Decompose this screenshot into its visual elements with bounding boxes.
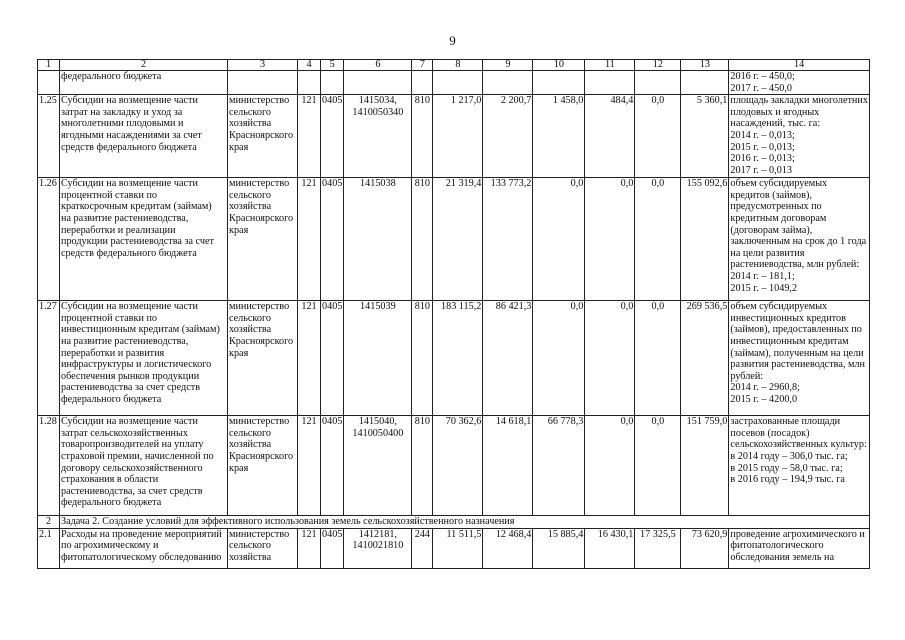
column-number: 10 bbox=[533, 60, 585, 71]
csr-code bbox=[344, 178, 412, 301]
result-line: 2014 г. – 2960,8; bbox=[730, 382, 800, 394]
row-number: 2.1 bbox=[38, 528, 60, 568]
value-2018: 0,0 bbox=[635, 416, 681, 516]
csr-code bbox=[344, 301, 412, 416]
executor bbox=[228, 416, 298, 516]
name-line: Субсидии на возмещение части bbox=[61, 301, 198, 313]
name-line: многолетними плодовыми и bbox=[61, 118, 184, 130]
expected-result bbox=[729, 178, 870, 301]
value-2018: 0,0 bbox=[635, 301, 681, 416]
result-line: проведение агрохимического и bbox=[730, 528, 865, 540]
executor-line: Красноярского bbox=[229, 450, 294, 462]
executor bbox=[228, 301, 298, 416]
result-line: 2015 г. – 1049,2 bbox=[730, 282, 798, 294]
column-number: 13 bbox=[681, 60, 729, 71]
result-line: заключенным на срок до 1 года bbox=[730, 236, 867, 248]
name-line: договору сельскохозяйственного bbox=[61, 462, 203, 474]
executor bbox=[228, 178, 298, 301]
name-line: переработки и реализации bbox=[61, 224, 176, 236]
name-line: инфраструктуры и логистического bbox=[61, 359, 212, 371]
executor-line: министерство bbox=[229, 301, 290, 313]
executor-line: хозяйства bbox=[229, 201, 272, 213]
value-2018: 0,0 bbox=[635, 178, 681, 301]
value-2017: 0,0 bbox=[585, 301, 635, 416]
value-total: 155 092,6 bbox=[681, 178, 729, 301]
continuation-row bbox=[38, 71, 870, 95]
vr-code: 810 bbox=[412, 416, 433, 516]
csr-code bbox=[344, 95, 412, 178]
name-line: федерального бюджета bbox=[61, 71, 162, 82]
value-2017: 16 430,1 bbox=[585, 528, 635, 568]
executor-line: хозяйства bbox=[229, 324, 272, 336]
column-number: 12 bbox=[635, 60, 681, 71]
value-2017: 0,0 bbox=[585, 416, 635, 516]
rzpr-code: 0405 bbox=[321, 95, 344, 178]
result-line: насаждений, тыс. га: bbox=[730, 118, 821, 130]
value-2014: 11 511,5 bbox=[433, 528, 483, 568]
result-line: в 2016 году – 194,9 тыс. га bbox=[730, 474, 845, 486]
expected-result bbox=[729, 301, 870, 416]
csr-line: 1415039 bbox=[360, 301, 396, 313]
executor-line: хозяйства bbox=[229, 439, 272, 451]
value-2014: 183 115,2 bbox=[433, 301, 483, 416]
name-line: федерального бюджета bbox=[61, 393, 162, 405]
value-2014: 70 362,6 bbox=[433, 416, 483, 516]
grbs-code: 121 bbox=[298, 301, 321, 416]
name-line: на развитие растениеводства, bbox=[61, 335, 189, 347]
column-number: 1 bbox=[38, 60, 60, 71]
result-line: рублей: bbox=[730, 370, 764, 382]
value-2015: 2 200,7 bbox=[483, 95, 533, 178]
value-2015: 14 618,1 bbox=[483, 416, 533, 516]
executor-line: края bbox=[229, 462, 249, 474]
result-line: в 2014 году – 306,0 тыс. га; bbox=[730, 450, 848, 462]
name-line: средств федерального бюджета bbox=[61, 247, 197, 259]
csr-line: 1410050400 bbox=[352, 427, 404, 439]
executor-line: министерство bbox=[229, 416, 290, 428]
name-line: Субсидии на возмещение части bbox=[61, 178, 198, 190]
name-line: затрат сельскохозяйственных bbox=[61, 427, 188, 439]
task-row bbox=[38, 516, 870, 529]
rzpr-code: 0405 bbox=[321, 178, 344, 301]
executor-line: края bbox=[229, 141, 249, 153]
name-line: инвестиционным кредитам (займам) bbox=[61, 324, 220, 336]
result-line: 2017 г. – 0,013 bbox=[730, 164, 792, 176]
value-2017: 0,0 bbox=[585, 178, 635, 301]
name-line: Субсидии на возмещение части bbox=[61, 95, 198, 107]
row-number: 1.25 bbox=[38, 95, 60, 178]
name-line: переработки и развития bbox=[61, 347, 165, 359]
csr-line: 1415040, bbox=[358, 416, 397, 428]
expected-result bbox=[729, 528, 870, 568]
executor-line: сельского bbox=[229, 106, 271, 118]
measure-name bbox=[60, 416, 228, 516]
name-line: растениеводства за счет средств bbox=[61, 382, 201, 394]
value-2014: 1 217,0 bbox=[433, 95, 483, 178]
name-line: процентной ставки по bbox=[61, 312, 157, 324]
value-2016: 15 885,4 bbox=[533, 528, 585, 568]
executor-line: министерство bbox=[229, 528, 290, 540]
executor bbox=[228, 528, 298, 568]
executor-line: Красноярского bbox=[229, 129, 294, 141]
result-line: 2016 г. – 0,013; bbox=[730, 153, 795, 165]
result-line: 2015 г. – 4200,0 bbox=[730, 393, 798, 405]
measure-name bbox=[60, 178, 228, 301]
table-row bbox=[38, 416, 870, 516]
result-line: застрахованные площади bbox=[730, 416, 841, 428]
csr-line: 1415034, bbox=[358, 95, 397, 107]
result-line: инвестиционным кредитам bbox=[730, 335, 849, 347]
vr-code: 810 bbox=[412, 95, 433, 178]
result-line: обследования земель на bbox=[730, 551, 835, 563]
column-number: 2 bbox=[60, 60, 228, 71]
result-line: на цели развития bbox=[730, 247, 805, 259]
name-line: средств федерального бюджета bbox=[61, 141, 197, 153]
name-line: страховой премии, начисленной по bbox=[61, 450, 214, 462]
result-line: фитопатологического bbox=[730, 540, 824, 552]
grbs-code: 121 bbox=[298, 528, 321, 568]
cont-result bbox=[729, 71, 870, 95]
result-line: кредитов (займов), bbox=[730, 189, 812, 201]
name-line: процентной ставки по bbox=[61, 189, 157, 201]
executor-line: Красноярского bbox=[229, 212, 294, 224]
executor-line: края bbox=[229, 224, 249, 236]
value-2018: 0,0 bbox=[635, 95, 681, 178]
executor-line: Красноярского bbox=[229, 335, 294, 347]
value-2017: 484,4 bbox=[585, 95, 635, 178]
value-2015: 86 421,3 bbox=[483, 301, 533, 416]
row-number: 1.28 bbox=[38, 416, 60, 516]
column-number: 9 bbox=[483, 60, 533, 71]
name-line: затрат на закладку и уход за bbox=[61, 106, 183, 118]
csr-line: 1410021810 bbox=[352, 540, 404, 552]
result-line: плодовых и ягодных bbox=[730, 106, 820, 118]
csr-line: 1415038 bbox=[360, 178, 396, 190]
value-total: 269 536,5 bbox=[681, 301, 729, 416]
result-line: 2014 г. – 181,1; bbox=[730, 270, 795, 282]
header-row bbox=[38, 60, 870, 71]
row-number: 1.27 bbox=[38, 301, 60, 416]
name-line: Субсидии на возмещение части bbox=[61, 416, 198, 428]
result-line: 2016 г. – 450,0; bbox=[730, 71, 795, 82]
page-number: 9 bbox=[449, 33, 456, 48]
executor-line: сельского bbox=[229, 540, 271, 552]
column-number: 3 bbox=[228, 60, 298, 71]
expected-result bbox=[729, 416, 870, 516]
csr-code bbox=[344, 528, 412, 568]
result-line: растениеводства, млн рублей: bbox=[730, 259, 860, 271]
measure-name bbox=[60, 95, 228, 178]
rzpr-code: 0405 bbox=[321, 528, 344, 568]
column-number: 8 bbox=[433, 60, 483, 71]
table-row bbox=[38, 95, 870, 178]
name-line: по агрохимическому и bbox=[61, 540, 159, 552]
executor bbox=[228, 95, 298, 178]
column-number: 7 bbox=[412, 60, 433, 71]
task-number: 2 bbox=[38, 516, 60, 529]
table-row bbox=[38, 178, 870, 301]
executor-line: сельского bbox=[229, 427, 271, 439]
result-line: посевов (посадок) bbox=[730, 427, 810, 439]
column-number: 11 bbox=[585, 60, 635, 71]
name-line: обеспечения рынков продукции bbox=[61, 370, 200, 382]
value-2016: 66 778,3 bbox=[533, 416, 585, 516]
name-line: федерального бюджета bbox=[61, 497, 162, 509]
vr-code: 810 bbox=[412, 301, 433, 416]
result-line: развития растениеводства, млн bbox=[730, 359, 865, 371]
name-line: страхования в области bbox=[61, 474, 159, 486]
name-line: продукции растениеводства за счет bbox=[61, 236, 214, 248]
name-line: ягодными насаждениями за счет bbox=[61, 129, 202, 141]
task-title: Задача 2. Создание условий для эффективного использования земель сельскохозяйственного назначения bbox=[60, 516, 870, 529]
result-line: объем субсидируемых bbox=[730, 178, 828, 190]
vr-code: 244 bbox=[412, 528, 433, 568]
value-total: 151 759,0 bbox=[681, 416, 729, 516]
column-number: 6 bbox=[344, 60, 412, 71]
measure-name bbox=[60, 301, 228, 416]
result-line: (договорам займа), bbox=[730, 224, 813, 236]
measure-name bbox=[60, 528, 228, 568]
table-row bbox=[38, 528, 870, 568]
result-line: (займам), полученным на цели bbox=[730, 347, 864, 359]
executor-line: хозяйства bbox=[229, 551, 272, 563]
value-2018: 17 325,5 bbox=[635, 528, 681, 568]
result-line: (займов), предоставленных по bbox=[730, 324, 862, 336]
name-line: Расходы на проведение мероприятий bbox=[61, 528, 222, 540]
value-total: 73 620,9 bbox=[681, 528, 729, 568]
executor-line: министерство bbox=[229, 95, 290, 107]
csr-code bbox=[344, 416, 412, 516]
value-2016: 0,0 bbox=[533, 301, 585, 416]
csr-line: 1412181, bbox=[358, 528, 397, 540]
table-row bbox=[38, 301, 870, 416]
name-line: на развитие растениеводства, bbox=[61, 212, 189, 224]
result-line: предусмотренных по bbox=[730, 201, 822, 213]
value-2015: 133 773,2 bbox=[483, 178, 533, 301]
program-table bbox=[37, 59, 870, 569]
executor-line: хозяйства bbox=[229, 118, 272, 130]
result-line: кредитным договорам bbox=[730, 212, 827, 224]
column-number: 4 bbox=[298, 60, 321, 71]
rzpr-code: 0405 bbox=[321, 416, 344, 516]
result-line: 2015 г. – 0,013; bbox=[730, 141, 795, 153]
rzpr-code: 0405 bbox=[321, 301, 344, 416]
name-line: растениеводства, за счет средств bbox=[61, 485, 203, 497]
executor-line: сельского bbox=[229, 189, 271, 201]
column-number: 5 bbox=[321, 60, 344, 71]
column-number: 14 bbox=[729, 60, 870, 71]
grbs-code: 121 bbox=[298, 95, 321, 178]
row-number: 1.26 bbox=[38, 178, 60, 301]
result-line: 2017 г. – 450,0 bbox=[730, 82, 792, 94]
result-line: площадь закладки многолетних bbox=[730, 95, 868, 107]
value-2016: 0,0 bbox=[533, 178, 585, 301]
value-2014: 21 319,4 bbox=[433, 178, 483, 301]
value-total: 5 360,1 bbox=[681, 95, 729, 178]
value-2016: 1 458,0 bbox=[533, 95, 585, 178]
vr-code: 810 bbox=[412, 178, 433, 301]
result-line: в 2015 году – 58,0 тыс. га; bbox=[730, 462, 843, 474]
name-line: фитопатологическому обследованию bbox=[61, 551, 222, 563]
executor-line: края bbox=[229, 347, 249, 359]
csr-line: 1410050340 bbox=[352, 106, 404, 118]
result-line: инвестиционных кредитов bbox=[730, 312, 846, 324]
name-line: товаропроизводителей на уплату bbox=[61, 439, 204, 451]
cont-name bbox=[60, 71, 228, 95]
expected-result bbox=[729, 95, 870, 178]
value-2015: 12 468,4 bbox=[483, 528, 533, 568]
executor-line: министерство bbox=[229, 178, 290, 190]
result-line: объем субсидируемых bbox=[730, 301, 828, 313]
grbs-code: 121 bbox=[298, 416, 321, 516]
result-line: 2014 г. – 0,013; bbox=[730, 129, 795, 141]
grbs-code: 121 bbox=[298, 178, 321, 301]
result-line: сельскохозяйственных культур: bbox=[730, 439, 867, 451]
executor-line: сельского bbox=[229, 312, 271, 324]
name-line: краткосрочным кредитам (займам) bbox=[61, 201, 212, 213]
